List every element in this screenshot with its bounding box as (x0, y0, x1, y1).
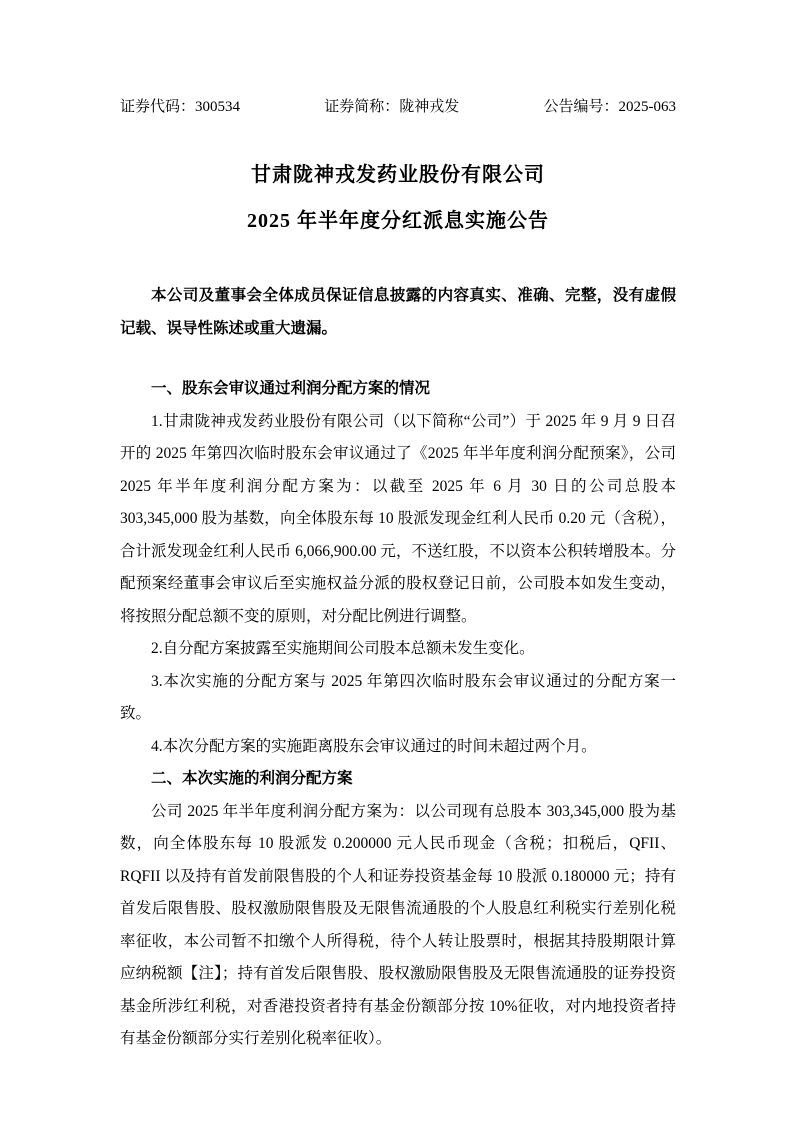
stock-name-text: 证券简称：陇神戎发 (324, 99, 460, 115)
announcement-title: 2025 年半年度分红派息实施公告 (247, 210, 549, 232)
paragraph-1-3: 3.本次实施的分配方案与 2025 年第四次临时股东会审议通过的分配方案一致。 (120, 672, 676, 722)
document-header (120, 96, 676, 118)
paragraph-1-4: 4.本次分配方案的实施距离股东会审议通过的时间未超过两个月。 (151, 737, 597, 755)
paragraph-2-1: 公司 2025 年半年度利润分配方案为：以公司现有总股本 303,345,000 股为基数，向全体股东每 10 股派发 0.200000 元人民币现金（含税；扣税后，QFII、RQFII 以及持有首发前限售股的个人和证券投资基金每 10 股派 0.180000 元；持有首发后限售股、股权激励限售股及无限售流通股的个人股息红利税实行差别化税率征收，本公司暂不扣缴个人所得税，待个人转让股票时，根据其持股期限计算应纳税额【注】；持有首发后限售股、股权激励限售股及无限售流通股的证券投资基金所涉红利税，对香港投资者持有基金份额部分按 10%征收，对内地投资者持有基金份额部分实行差别化税率征收）。 (120, 802, 676, 1047)
paragraph-1-1: 1.甘肃陇神戎发药业股份有限公司（以下简称“公司”）于 2025 年 9 月 9 日召开的 2025 年第四次临时股东会审议通过了《2025 年半年度利润分配预案》，公司 2025 年半年度利润分配方案为：以截至 2025 年 6 月 30 日的公司总股本 303,345,000 股为基数，向全体股东每 10 股派发现金红利人民币 0.20 元（含税），合计派发现金红利人民币 6,066,900.00 元，不送红股，不以资本公积转增股本。分配预案经董事会审议后至实施权益分派的股权登记日前，公司股本如发生变动，将按照分配总额不变的原则，对分配比例进行调整。 (120, 412, 676, 625)
disclosure-statement: 本公司及董事会全体成员保证信息披露的内容真实、准确、完整，没有虚假记载、误导性陈述或重大遗漏。 (120, 287, 676, 337)
announcement-number-text: 公告编号：2025-063 (543, 99, 676, 115)
title-block (120, 152, 676, 244)
paragraph-1-2: 2.自分配方案披露至实施期间公司股本总额未发生变化。 (151, 640, 535, 657)
section-one-heading: 一、股东会审议通过利润分配方案的情况 (151, 380, 431, 397)
section-two-heading: 二、本次实施的利润分配方案 (151, 770, 353, 787)
company-name-title: 甘肃陇神戎发药业股份有限公司 (251, 164, 545, 186)
stock-code-text: 证券代码：300534 (120, 99, 241, 115)
